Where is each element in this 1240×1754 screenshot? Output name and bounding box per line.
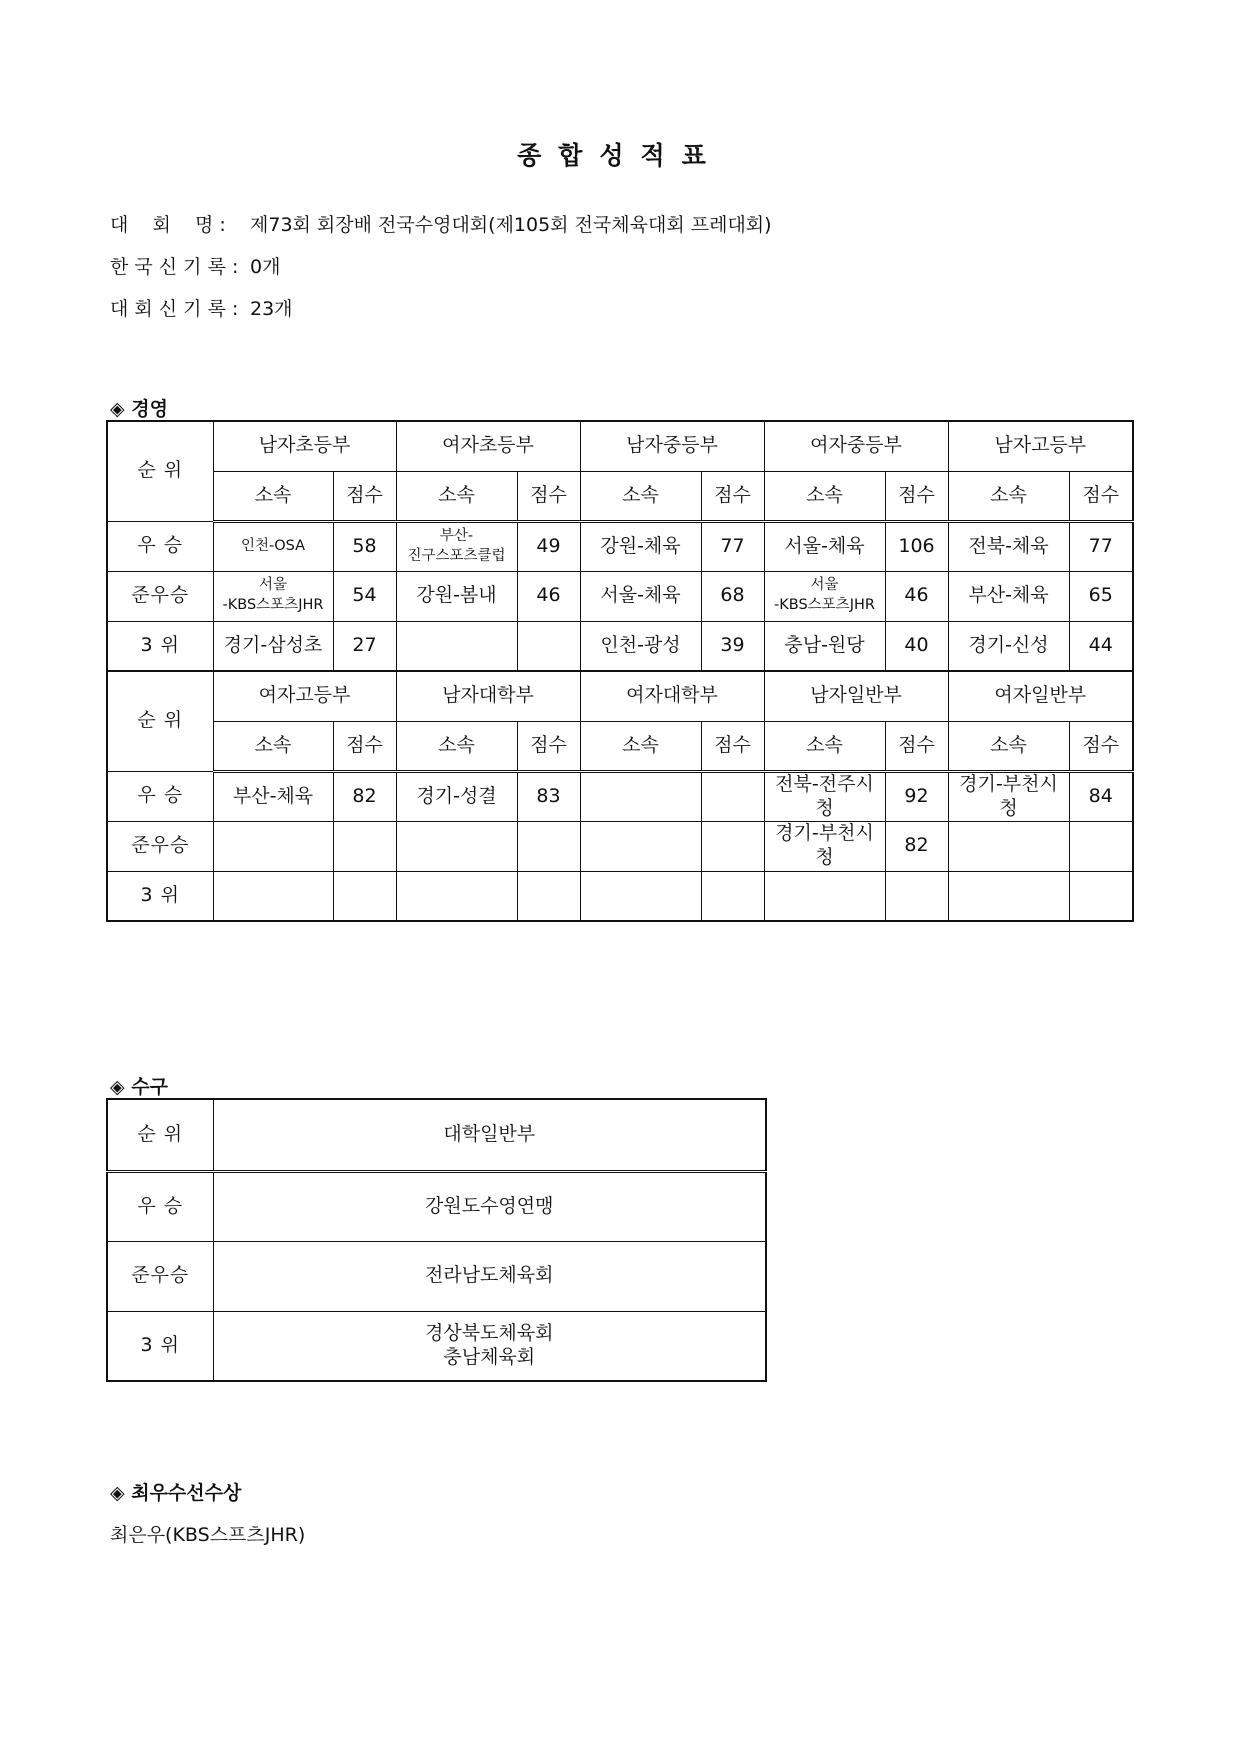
score-cell [1069,821,1133,871]
table-row [107,821,1133,871]
team-cell: 전라남도체육회 [213,1241,766,1311]
division-header-row [107,421,1133,471]
affiliation-header: 소속 [580,721,701,771]
division-header: 남자일반부 [764,671,948,721]
score-cell: 46 [885,571,948,621]
affiliation-cell [213,821,333,871]
score-cell [517,871,580,921]
division-header: 남자대학부 [396,671,580,721]
affiliation-cell [396,621,517,671]
score-cell: 58 [333,521,396,571]
rank-cell: 우 승 [107,771,213,821]
score-cell [517,821,580,871]
team-cell: 경상북도체육회 충남체육회 [213,1311,766,1381]
score-cell: 77 [701,521,764,571]
affiliation-cell [396,871,517,921]
affiliation-cell: 경기-신성 [948,621,1069,671]
rank-cell: 준우승 [107,571,213,621]
score-header: 점수 [885,471,948,521]
score-cell [701,821,764,871]
affiliation-cell: 전북-체육 [948,521,1069,571]
subheader-row [107,721,1133,771]
mvp-name: 최은우(KBS스프츠JHR) [110,1524,306,1546]
affiliation-cell: 부산-체육 [948,571,1069,621]
info-meet-records [110,294,293,321]
score-header: 점수 [333,471,396,521]
score-cell: 27 [333,621,396,671]
affiliation-cell [580,771,701,821]
info-label: 대 회 명 : [110,214,226,236]
affiliation-cell: 인천-광성 [580,621,701,671]
score-cell [1069,871,1133,921]
division-header: 여자중등부 [764,421,948,471]
affiliation-cell: 서울-체육 [764,521,885,571]
rank-cell: 준우승 [107,1241,213,1311]
affiliation-cell [580,871,701,921]
affiliation-cell [580,821,701,871]
section-title-swimming: ◈ 경영 [110,398,168,420]
score-cell: 68 [701,571,764,621]
score-cell: 106 [885,521,948,571]
score-cell: 46 [517,571,580,621]
table-row [107,521,1133,571]
table-row [107,1171,766,1241]
score-header: 점수 [333,721,396,771]
swimming-results-table [106,420,1134,922]
score-cell: 44 [1069,621,1133,671]
table-row [107,1311,766,1381]
affiliation-cell: 서울-체육 [580,571,701,621]
score-cell [885,871,948,921]
affiliation-header: 소속 [580,471,701,521]
affiliation-header: 소속 [948,721,1069,771]
affiliation-cell [948,821,1069,871]
rank-header: 순 위 [107,1099,213,1171]
division-header: 여자대학부 [580,671,764,721]
section-title-mvp: ◈ 최우수선수상 [110,1482,242,1504]
affiliation-header: 소속 [764,721,885,771]
section-title-waterpolo: ◈ 수구 [110,1076,168,1098]
score-cell: 84 [1069,771,1133,821]
rank-cell: 3 위 [107,871,213,921]
affiliation-cell: 서울 -KBS스포츠JHR [213,571,333,621]
rank-cell: 3 위 [107,621,213,671]
score-cell: 83 [517,771,580,821]
affiliation-cell: 강원-체육 [580,521,701,571]
rank-header: 순 위 [107,421,213,521]
score-cell [701,871,764,921]
affiliation-header: 소속 [396,471,517,521]
table-row [107,1241,766,1311]
affiliation-header: 소속 [213,471,333,521]
table-row [107,621,1133,671]
page-title: 종합성적표 [517,141,723,170]
score-header: 점수 [1069,721,1133,771]
info-value: 23개 [250,298,293,320]
affiliation-header: 소속 [396,721,517,771]
table-row [107,771,1133,821]
affiliation-cell: 충남-원당 [764,621,885,671]
affiliation-cell [764,871,885,921]
division-header-row [107,671,1133,721]
rank-header: 순 위 [107,671,213,771]
score-header: 점수 [1069,471,1133,521]
affiliation-header: 소속 [948,471,1069,521]
division-header: 대학일반부 [213,1099,766,1171]
info-label: 대 회 신 기 록 : [110,298,239,320]
score-header: 점수 [517,721,580,771]
division-header: 남자고등부 [948,421,1133,471]
score-cell [701,771,764,821]
rank-cell: 3 위 [107,1311,213,1381]
affiliation-header: 소속 [213,721,333,771]
info-label: 한 국 신 기 록 : [110,256,239,278]
score-cell: 54 [333,571,396,621]
affiliation-cell [213,871,333,921]
score-header: 점수 [701,471,764,521]
score-cell: 40 [885,621,948,671]
score-cell: 92 [885,771,948,821]
affiliation-cell: 부산-체육 [213,771,333,821]
table-row [107,571,1133,621]
subheader-row [107,471,1133,521]
info-korean-records [110,252,280,279]
affiliation-cell: 경기-부천시 청 [948,771,1069,821]
affiliation-header: 소속 [764,471,885,521]
score-cell: 49 [517,521,580,571]
info-competition-name [110,210,772,237]
score-cell: 82 [333,771,396,821]
division-header: 남자초등부 [213,421,396,471]
affiliation-cell: 서울 -KBS스포츠JHR [764,571,885,621]
affiliation-cell: 경기-삼성초 [213,621,333,671]
info-value: 제73회 회장배 전국수영대회(제105회 전국체육대회 프레대회) [250,214,772,236]
affiliation-cell: 경기-부천시청 [764,821,885,871]
waterpolo-results-table [106,1098,767,1382]
info-value: 0개 [250,256,281,278]
division-header: 남자중등부 [580,421,764,471]
division-header: 여자일반부 [948,671,1133,721]
affiliation-cell: 강원-봄내 [396,571,517,621]
score-header: 점수 [517,471,580,521]
rank-cell: 우 승 [107,521,213,571]
rank-cell: 우 승 [107,1171,213,1241]
table-row [107,871,1133,921]
affiliation-cell: 전북-전주시청 [764,771,885,821]
affiliation-cell [396,821,517,871]
score-cell: 39 [701,621,764,671]
waterpolo-table-body [107,1099,766,1381]
division-header: 여자고등부 [213,671,396,721]
affiliation-cell: 경기-성결 [396,771,517,821]
score-cell: 82 [885,821,948,871]
score-header: 점수 [701,721,764,771]
division-header: 여자초등부 [396,421,580,471]
score-cell: 77 [1069,521,1133,571]
score-header: 점수 [885,721,948,771]
score-cell [333,871,396,921]
score-cell [517,621,580,671]
team-cell: 강원도수영연맹 [213,1171,766,1241]
swimming-table-body [107,421,1133,921]
rank-cell: 준우승 [107,821,213,871]
affiliation-cell: 인천-OSA [213,521,333,571]
score-cell [333,821,396,871]
waterpolo-header-row [107,1099,766,1171]
score-cell: 65 [1069,571,1133,621]
affiliation-cell [948,871,1069,921]
affiliation-cell: 부산- 진구스포츠클럽 [396,521,517,571]
